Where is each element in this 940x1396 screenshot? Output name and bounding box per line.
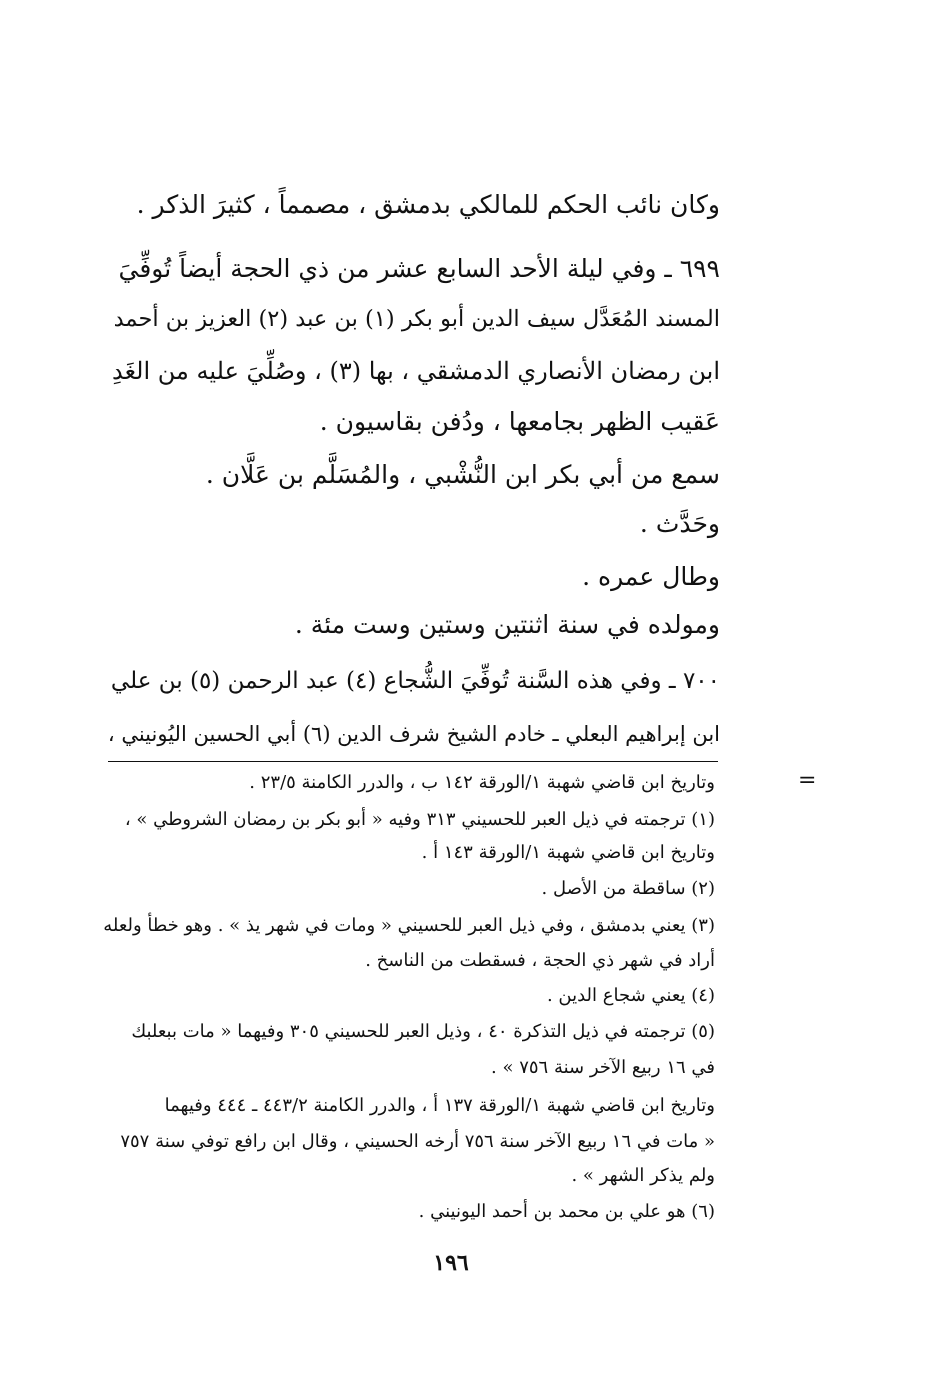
footnote-line: « مات في ١٦ ربيع الآخر سنة ٧٥٦ أرخه الحسيني ، وقال ابن رافع توفي سنة ٧٥٧	[120, 1131, 715, 1152]
main-text-line: وحَدَّث .	[639, 509, 720, 538]
footnote-3: (٣) يعني بدمشق ، وفي ذيل العبر للحسيني « ومات في شهر يذ » . وهو خطأ ولعله	[103, 915, 715, 936]
footnote-line: ولم يذكر الشهر » .	[571, 1165, 715, 1186]
footnote-4: (٤) يعني شجاع الدين .	[546, 985, 715, 1006]
footnote-1: (١) ترجمته في ذيل العبر للحسيني ٣١٣ وفيه « أبو بكر بن رمضان الشروطي » ،	[124, 809, 715, 830]
footnote-separator	[108, 761, 718, 762]
footnote-line: وتاريخ ابن قاضي شهبة ١/الورقة ١٣٧ أ ، والدرر الكامنة ٤٤٣/٢ ـ ٤٤٤ وفيهما	[164, 1095, 715, 1116]
entry-700-heading: ٧٠٠ ـ وفي هذه السَّنة تُوفِّيَ الشُّجاع (٤) عبد الرحمن (٥) بن علي	[110, 668, 720, 694]
footnote-line: أراد في شهر ذي الحجة ، فسقطت من الناسخ .	[365, 950, 715, 971]
footnote-line: وتاريخ ابن قاضي شهبة ١/الورقة ١٤٢ ب ، والدرر الكامنة ٢٣/٥ .	[249, 772, 715, 793]
page-number: ١٩٦	[433, 1250, 469, 1276]
main-text-line: ومولده في سنة اثنتين وستين وست مئة .	[294, 610, 720, 639]
footnote-2: (٢) ساقطة من الأصل .	[541, 878, 715, 899]
main-text-line: ابن رمضان الأنصاري الدمشقي ، بها (٣) ، وصُلِّيَ عليه من الغَدِ	[112, 357, 720, 385]
main-text-line: المسند المُعَدَّل سيف الدين أبو بكر (١) بن عبد (٢) العزيز بن أحمد	[113, 306, 720, 332]
entry-699-heading: ٦٩٩ ـ وفي ليلة الأحد السابع عشر من ذي الحجة أيضاً تُوفِّيَ	[118, 254, 720, 283]
footnote-line: في ١٦ ربيع الآخر سنة ٧٥٦ » .	[491, 1057, 715, 1078]
main-text-line: وطال عمره .	[582, 562, 720, 591]
main-text-line: عَقيب الظهر بجامعها ، ودُفن بقاسيون .	[319, 407, 720, 436]
main-text-line: وكان نائب الحكم للمالكي بدمشق ، مصمماً ، كثيرَ الذكر .	[136, 190, 720, 219]
continuation-marker: =	[798, 768, 817, 793]
footnote-6: (٦) هو علي بن محمد بن أحمد اليونيني .	[418, 1201, 715, 1222]
footnote-5: (٥) ترجمته في ذيل التذكرة ٤٠ ، وذيل العبر للحسيني ٣٠٥ وفيهما « مات ببعلبك	[131, 1021, 715, 1042]
main-text-line: سمع من أبي بكر ابن النُّشْبي ، والمُسَلَّم بن عَلَّان .	[205, 460, 720, 489]
main-text-line: ابن إبراهيم البعلي ـ خادم الشيخ شرف الدين (٦) أبي الحسين اليُونيني ،	[107, 722, 720, 746]
footnote-line: وتاريخ ابن قاضي شهبة ١/الورقة ١٤٣ أ .	[421, 842, 715, 863]
